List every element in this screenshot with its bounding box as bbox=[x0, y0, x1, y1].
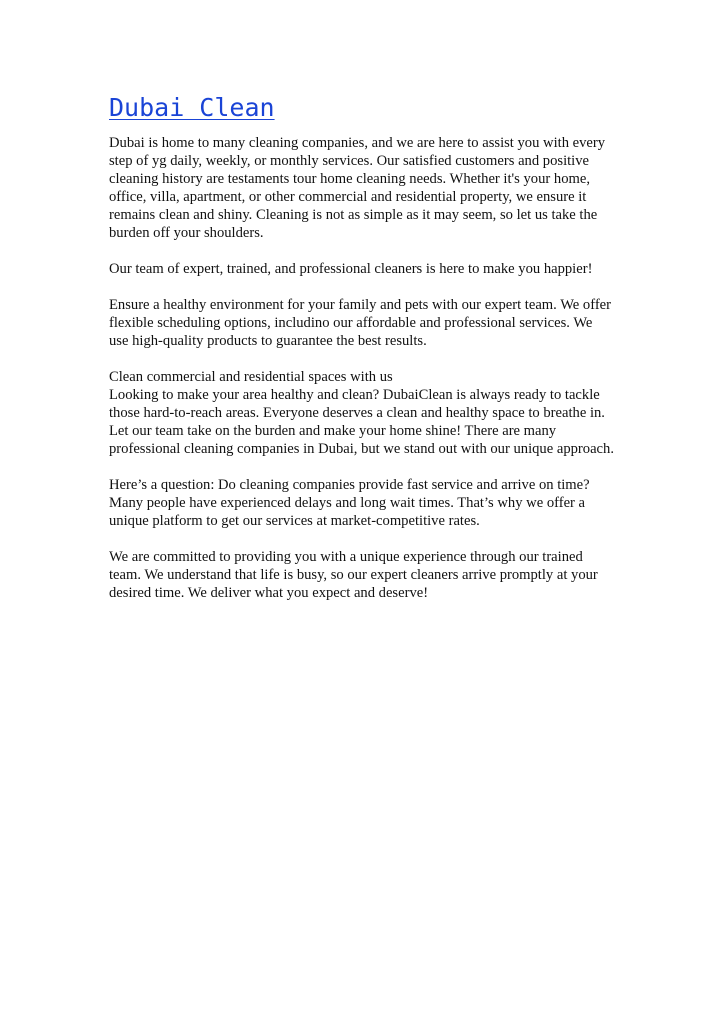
text-line: desired time. We deliver what you expect and deserve! bbox=[109, 585, 429, 601]
text-line: Let our team take on the burden and make your home shine! There are many bbox=[109, 423, 557, 439]
text-line: office, villa, apartment, or other commercial and residential property, we ensure it bbox=[109, 189, 587, 205]
text-line: We are committed to providing you with a unique experience through our trained bbox=[109, 549, 583, 565]
text-line: use high-quality products to guarantee the best results. bbox=[109, 333, 427, 349]
document-content bbox=[109, 92, 614, 620]
paragraph-intro bbox=[109, 134, 614, 242]
text-line: Our team of expert, trained, and professional cleaners is here to make you happier! bbox=[109, 261, 593, 277]
paragraph-commercial bbox=[109, 368, 614, 458]
text-line: professional cleaning companies in Dubai, but we stand out with our unique approach. bbox=[109, 441, 614, 457]
text-line: those hard-to-reach areas. Everyone deserves a clean and healthy space to breathe in. bbox=[109, 405, 605, 421]
text-line: flexible scheduling options, includino our affordable and professional services. We bbox=[109, 315, 593, 331]
text-line: Many people have experienced delays and long wait times. That’s why we offer a bbox=[109, 495, 586, 511]
text-line: cleaning history are testaments tour home cleaning needs. Whether it's your home, bbox=[109, 171, 590, 187]
paragraph-team bbox=[109, 260, 614, 278]
text-line: Looking to make your area healthy and clean? DubaiClean is always ready to tackle bbox=[109, 387, 600, 403]
text-line: unique platform to get our services at market-competitive rates. bbox=[109, 513, 480, 529]
text-line: Here’s a question: Do cleaning companies provide fast service and arrive on time? bbox=[109, 477, 590, 493]
text-line: remains clean and shiny. Cleaning is not as simple as it may seem, so let us take the bbox=[109, 207, 598, 223]
text-line: team. We understand that life is busy, so our expert cleaners arrive promptly at your bbox=[109, 567, 598, 583]
paragraph-commitment bbox=[109, 548, 614, 602]
title-link[interactable]: Dubai Clean bbox=[109, 93, 275, 122]
text-line: Ensure a healthy environment for your family and pets with our expert team. We offer bbox=[109, 297, 612, 313]
text-line: step of yg daily, weekly, or monthly services. Our satisfied customers and positive bbox=[109, 153, 590, 169]
text-line: Dubai is home to many cleaning companies, and we are here to assist you with every bbox=[109, 135, 606, 151]
paragraph-environment bbox=[109, 296, 614, 350]
paragraph-question bbox=[109, 476, 614, 530]
text-line: Clean commercial and residential spaces with us bbox=[109, 369, 393, 385]
text-line: burden off your shoulders. bbox=[109, 225, 264, 241]
